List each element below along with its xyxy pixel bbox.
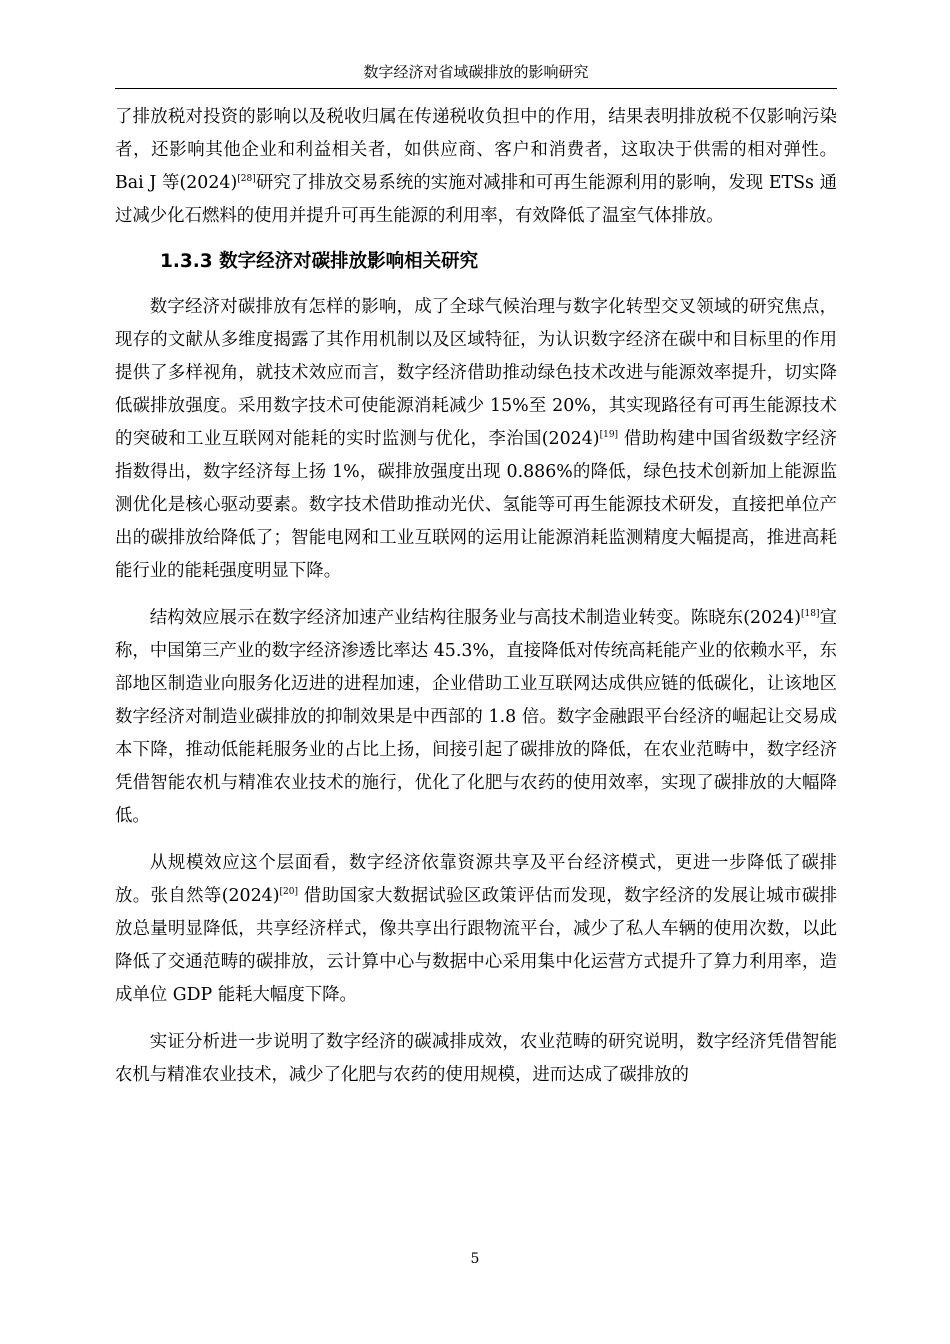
citation-ref: [28] [237,174,256,184]
paragraph-text-1: 从规模效应这个层面看，数字经济依靠资源共享及平台经济模式，更进一步降低了碳排放。张自然等(2024) [115,853,837,906]
intro-paragraph [115,101,837,233]
paragraph-structure-effect [115,602,837,833]
paragraph-text-1: 实证分析进一步说明了数字经济的碳减排成效，农业范畴的研究说明，数字经济凭借智能农机与精准农业技术，减少了化肥与农药的使用规模，进而达成了碳排放的 [115,1032,837,1085]
page-body [115,101,837,1092]
citation-ref: [20] [279,887,299,897]
section-heading: 1.3.3 数字经济对碳排放影响相关研究 [160,251,479,272]
header-rule [115,88,837,89]
paragraph-empirical [115,1026,837,1092]
paragraph-technology-effect [115,291,837,588]
intro-text-1: 了排放税对投资的影响以及税收归属在传递税收负担中的作用，结果表明排放税不仅影响污染者，还影响其他企业和利益相关者，如供应商、客户和消费者，这取决于供需的相对弹性。Bai J 等(2024) [115,107,837,193]
intro-text-2: 研究了排放交易系统的实施对减排和可再生能源利用的影响，发现 ETSs 通过减少化石燃料的使用并提升可再生能源的利用率，有效降低了温室气体排放。 [115,173,837,226]
paragraph-text-2: 借助构建中国省级数字经济指数得出，数字经济每上扬 1%，碳排放强度出现 0.886%的降低，绿色技术创新加上能源监测优化是核心驱动要素。数字技术借助推动光伏、氢能等可再生能源技术研发，直接把单位产出的碳排放给降低了；智能电网和工业互联网的运用让能源消耗监测精度大幅提高，推进高耗能行业的能耗强度明显下降。 [115,429,837,581]
paragraph-text-1: 数字经济对碳排放有怎样的影响，成了全球气候治理与数字化转型交叉领域的研究焦点，现存的文献从多维度揭露了其作用机制以及区域特征，为认识数字经济在碳中和目标里的作用提供了多样视角，就技术效应而言，数字经济借助推动绿色技术改进与能源效率提升，切实降低碳排放强度。采用数字技术可使能源消耗减少 15%至 20%，其实现路径有可再生能源技术的突破和工业互联网对能耗的实时监测与优化，李治国(2024) [115,297,837,449]
paragraph-text-2: 借助国家大数据试验区政策评估而发现，数字经济的发展让城市碳排放总量明显降低，共享经济样式，像共享出行跟物流平台，减少了私人车辆的使用次数，以此降低了交通范畴的碳排放，云计算中心与数据中心采用集中化运营方式提升了算力利用率，造成单位 GDP 能耗大幅度下降。 [115,886,838,1005]
page-number: 5 [470,1251,480,1267]
citation-ref: [19] [599,430,619,440]
running-header: 数字经济对省域碳排放的影响研究 [363,63,589,81]
paragraph-scale-effect [115,847,837,1012]
paragraph-text-2: 宣称，中国第三产业的数字经济渗透比率达 45.3%，直接降低对传统高耗能产业的依赖水平，东部地区制造业向服务化迈进的进程加速，企业借助工业互联网达成供应链的低碳化，让该地区数字经济对制造业碳排放的抑制效果是中西部的 1.8 倍。数字金融跟平台经济的崛起让交易成本下降，推动低能耗服务业的占比上扬，间接引起了碳排放的降低，在农业范畴中，数字经济凭借智能农机与精准农业技术的施行，优化了化肥与农药的使用效率，实现了碳排放的大幅降低。 [115,608,837,826]
citation-ref: [18] [801,609,820,619]
paragraph-text-1: 结构效应展示在数字经济加速产业结构往服务业与高技术制造业转变。陈晓东(2024) [149,608,802,628]
